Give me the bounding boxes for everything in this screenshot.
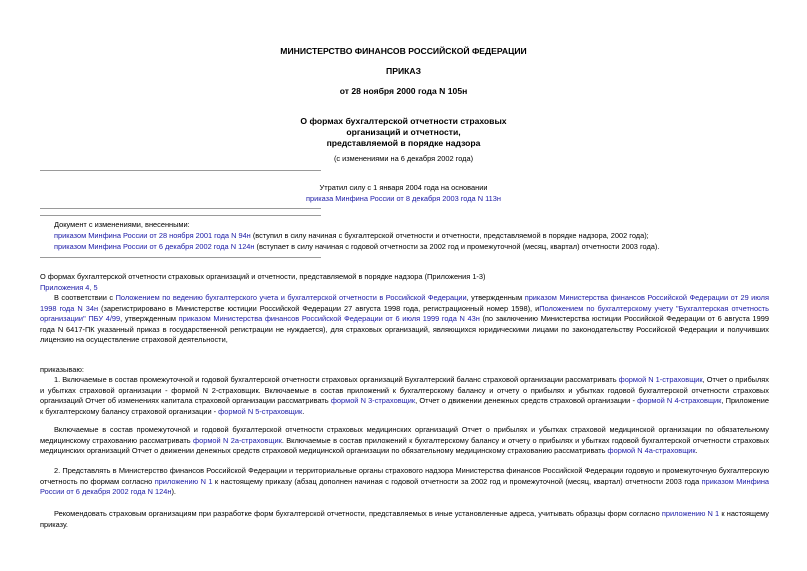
order-124n-link[interactable]: приказом Минфина России от 6 декабря 2002 года N 124н bbox=[40, 476, 770, 496]
document-date-number: от 28 ноября 2000 года N 105н bbox=[339, 86, 468, 96]
intro-line: О формах бухгалтерской отчетности страховых организаций и отчетности, представляемой в порядке надзора (Приложения 1-3) bbox=[40, 272, 486, 281]
text: , Отчет о движении денежных средств страховой организации - bbox=[415, 396, 638, 405]
amendments-heading: Документ с изменениями, внесенными: bbox=[54, 220, 190, 229]
text: Включаемые в состав промежуточной и годовой бухгалтерской отчетности страховых медицинских организаций Отчет о прибылях и убытках страховой медицинской организации по обязательному медицинскому страхованию рассматривать bbox=[40, 425, 769, 445]
title-line-2: организаций и отчетности, bbox=[346, 127, 461, 137]
amendment-link-94n[interactable]: приказом Минфина России от 28 ноября 2001 года N 94н bbox=[54, 231, 251, 240]
paragraph-recommend bbox=[40, 509, 769, 530]
title-line-3: представляемой в порядке надзора bbox=[326, 138, 481, 148]
text: . bbox=[695, 446, 698, 455]
title-line-1: О формах бухгалтерской отчетности страховых bbox=[300, 116, 507, 126]
regulation-link[interactable]: Положением по ведению бухгалтерского учета и бухгалтерской отчетности в Российской Федерации bbox=[115, 293, 467, 302]
appendix-1-link[interactable]: приложению N 1 bbox=[661, 509, 720, 518]
text: 1. Включаемые в состав промежуточной и годовой бухгалтерской отчетности страховых организаций Бухгалтерский баланс страховой организации рассматривать bbox=[54, 375, 619, 384]
ministry-name: МИНИСТЕРСТВО ФИНАНСОВ РОССИЙСКОЙ ФЕДЕРАЦИИ bbox=[280, 46, 527, 56]
form-5-link[interactable]: формой N 5-страховщик bbox=[218, 406, 303, 416]
text: ). bbox=[171, 487, 176, 496]
divider bbox=[40, 257, 321, 258]
text: Рекомендовать страховым организациям при разработке форм бухгалтерской отчетности, представляемых в иные установленные адреса, учитывать образцы форм согласно bbox=[54, 509, 662, 518]
amendment-text: (вступил в силу начиная с бухгалтерской отчетности и отчетности, представляемой в порядке надзора, 2002 года); bbox=[250, 231, 649, 240]
amendment-text: (вступает в силу начиная с годовой отчетности за 2002 год и промежуточной (месяц, квартал) отчетности 2003 года). bbox=[254, 242, 660, 251]
text: 2. Представлять в Министерство финансов Российской Федерации и территориальные органы страхового надзора Министерства финансов Российской Федерации годовую и промежуточную бухгалтерскую отчетность по формам согласно bbox=[40, 466, 769, 486]
repeal-order-link[interactable]: приказа Минфина России от 8 декабря 2003 года N 113н bbox=[306, 194, 501, 203]
divider bbox=[40, 208, 321, 209]
form-2a-link[interactable]: формой N 2а-страховщик bbox=[193, 435, 282, 445]
text: к настоящему приказу. bbox=[40, 509, 770, 529]
paragraph-1 bbox=[40, 375, 769, 417]
text: (по заключению Министерства юстиции Российской Федерации от 6 августа 1999 года N 6417-ПК указанный приказ в государственной регистрации не нуждается), для страховых организаций, являющихся юридическими лицами по законодательству Российской Федерации и получивших лицензию на осуществление страховой деятельности, bbox=[40, 314, 769, 344]
text: . Включаемые в состав приложений к бухгалтерскому балансу и отчету о прибылях и убытках годовой бухгалтерской отчетности страховых медицинских организаций Отчет о движении денежных средств страховой медицинской организации по обязательному медицинскому страхованию рассматривать bbox=[40, 435, 770, 455]
text: , Приложение к бухгалтерскому балансу страховой организации - bbox=[40, 396, 769, 416]
order-34n-link[interactable]: приказом Министерства финансов Российской Федерации от 29 июля 1998 года N 34н bbox=[40, 293, 769, 313]
pbu-4-99-link[interactable]: Положением по бухгалтерскому учету "Бухгалтерская отчетность организации" ПБУ 4/99 bbox=[40, 303, 769, 323]
text: , утвержденным bbox=[466, 293, 525, 302]
document-title bbox=[0, 116, 807, 149]
order-43n-link[interactable]: приказом Министерства финансов Российской Федерации от 6 июля 1999 года N 43н bbox=[178, 314, 480, 323]
form-3-link[interactable]: формой N 3-страховщик bbox=[330, 396, 416, 405]
repeal-status: Утратил силу с 1 января 2004 года на основании bbox=[319, 183, 488, 192]
text: В соответствии с bbox=[54, 293, 116, 302]
amendment-link-124n[interactable]: приказом Минфина России от 6 декабря 2002 года N 124н bbox=[54, 242, 255, 251]
appendix-1-link[interactable]: приложению N 1 bbox=[154, 476, 213, 486]
text: к настоящему приказу (абзац дополнен начиная с годовой отчетности за 2002 год и промежуточной (месяц, квартал) отчетности 2003 года bbox=[212, 476, 702, 486]
form-1-link[interactable]: формой N 1-страховщик bbox=[618, 375, 703, 384]
text: (зарегистрировано в Министерстве юстиции Российской Федерации 27 августа 1998 года, регистрационный номер 1598), и bbox=[98, 303, 540, 313]
appendix-link[interactable]: Приложения 4, 5 bbox=[40, 283, 98, 292]
amendment-item bbox=[54, 231, 784, 241]
repeal-link-wrap bbox=[0, 194, 807, 204]
divider bbox=[40, 215, 321, 216]
appendix-link-wrap bbox=[40, 283, 98, 293]
changes-note: (с изменениями на 6 декабря 2002 года) bbox=[333, 154, 474, 163]
text: , Отчет о прибылях и убытках страховой организации - формой N 2-страховщик. Включаемые в состав приложений к бухгалтерскому балансу и отчету о прибылях и убытках годовой бухгалтерской отчетности страховых организаций Отчет об изменениях капитала страховой организации рассматривать bbox=[40, 375, 769, 405]
text: . bbox=[302, 406, 305, 416]
paragraph-legal-basis bbox=[40, 293, 769, 346]
paragraph-medical bbox=[40, 425, 769, 457]
divider bbox=[40, 170, 321, 171]
document-type: ПРИКАЗ bbox=[386, 66, 421, 76]
paragraph-2 bbox=[40, 466, 769, 498]
form-4-link[interactable]: формой N 4-страховщик bbox=[637, 396, 722, 405]
amendment-item bbox=[54, 242, 784, 252]
form-4a-link[interactable]: формой N 4а-страховщик bbox=[607, 446, 696, 455]
text: , утвержденным bbox=[120, 314, 179, 323]
order-word: приказываю: bbox=[40, 365, 84, 374]
